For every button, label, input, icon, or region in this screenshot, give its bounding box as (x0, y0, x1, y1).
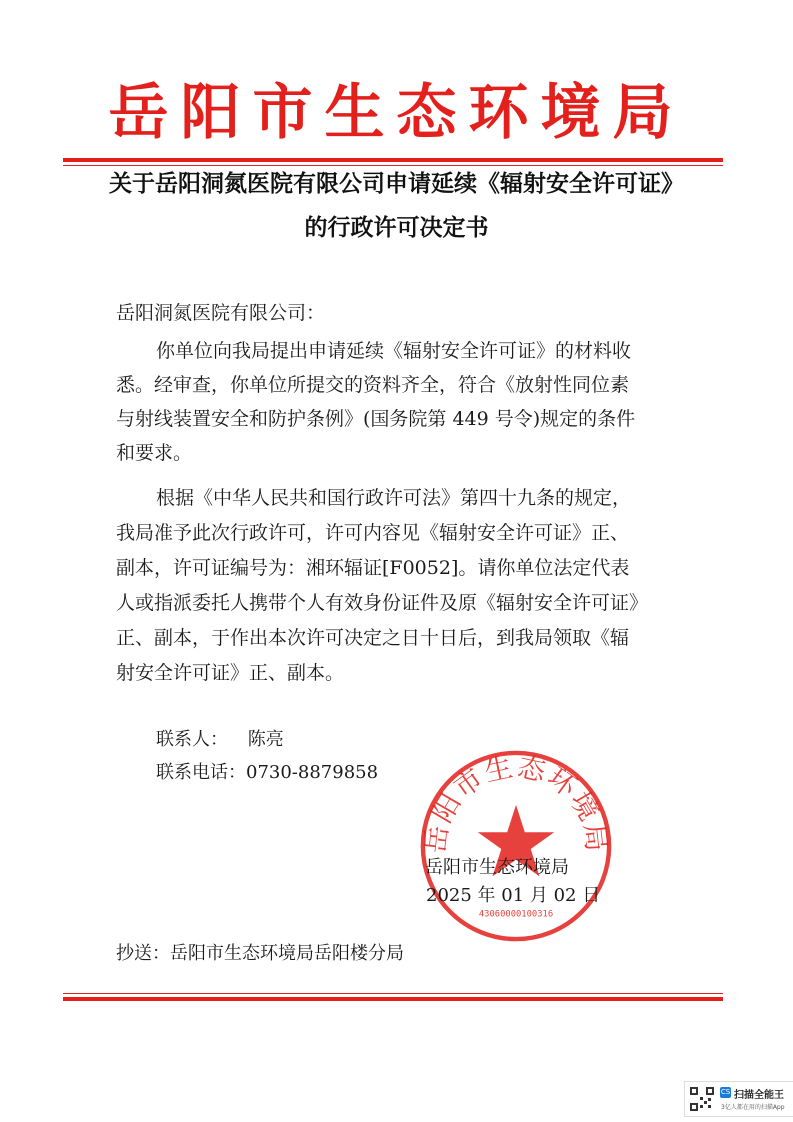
paragraph-2-line: 正、副本，于作出本次许可决定之日十日后，到我局领取《辐 (116, 627, 630, 649)
paragraph-2-line: 人或指派委托人携带个人有效身份证件及原《辐射安全许可证》 (116, 592, 649, 614)
paragraph-1-line: 悉。经审查，你单位所提交的资料齐全，符合《放射性同位素 (116, 374, 630, 396)
header-rule-thick (63, 158, 723, 162)
footer-rule-thin (63, 993, 723, 994)
official-seal-icon (418, 748, 614, 944)
paragraph-2-line: 射安全许可证》正、副本。 (116, 662, 345, 684)
paragraph-2-line: 根据《中华人民共和国行政许可法》第四十九条的规定， (156, 487, 632, 509)
salutation: 岳阳洞氮医院有限公司： (116, 302, 326, 324)
document-title-line-2: 的行政许可决定书 (304, 214, 489, 241)
scanner-tagline: 3亿人都在用的扫描App (721, 1104, 785, 1111)
signature-date: 2025 年 01 月 02 日 (426, 885, 601, 906)
contact-person (156, 728, 284, 752)
qr-code-icon (689, 1086, 715, 1112)
contact-phone (156, 761, 378, 785)
paragraph-2-line: 我局准予此次行政许可，许可内容见《辐射安全许可证》正、 (116, 522, 630, 544)
seal-ring-text: 岳阳市生态环境局 (420, 751, 612, 855)
cs-logo-icon: CS (720, 1088, 731, 1096)
scanner-app-name: 扫描全能王 (734, 1090, 784, 1101)
cc-line: 抄送：岳阳市生态环境局岳阳楼分局 (116, 943, 404, 964)
paragraph-1-line: 你单位向我局提出申请延续《辐射安全许可证》的材料收 (156, 340, 632, 362)
paragraph-1-line: 与射线装置安全和防护条例》(国务院第 449 号令)规定的条件 (116, 408, 636, 430)
issuer-header: 岳阳市生态环境局 (108, 78, 685, 148)
contact-phone-label: 联系电话： (156, 762, 246, 783)
signer-org: 岳阳市生态环境局 (425, 857, 569, 878)
scanner-watermark-badge (684, 1081, 793, 1117)
contact-person-name: 陈亮 (247, 729, 284, 750)
seal-serial: 43060000100316 (478, 909, 554, 920)
document-title-line-1: 关于岳阳洞氮医院有限公司申请延续《辐射安全许可证》 (109, 170, 684, 197)
footer-rule-thick (63, 997, 723, 1001)
header-rule-thin (63, 165, 723, 166)
contact-person-label: 联系人： (156, 729, 228, 750)
contact-phone-number: 0730-8879858 (246, 762, 379, 783)
paragraph-1-line: 和要求。 (116, 442, 193, 464)
paragraph-2-line: 副本，许可证编号为：湘环辐证[F0052]。请你单位法定代表 (116, 557, 630, 579)
